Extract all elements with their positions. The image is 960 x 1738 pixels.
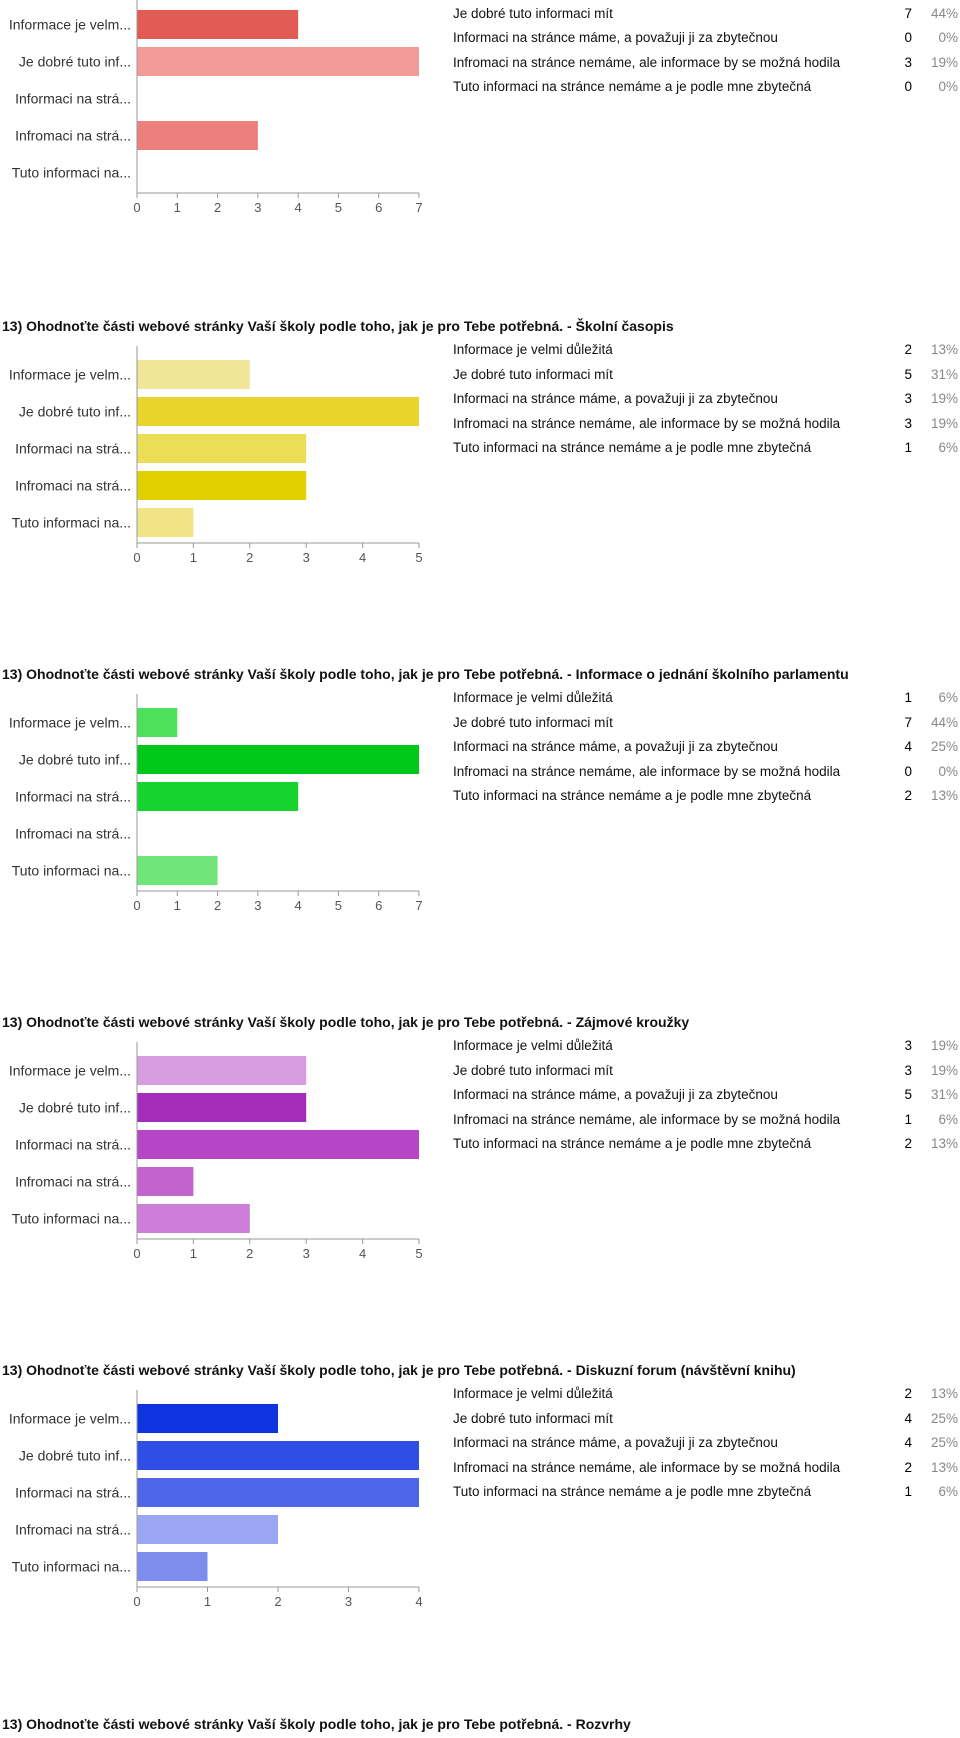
summary-percent: 25%	[930, 1410, 958, 1426]
x-tick-label: 4	[294, 200, 302, 215]
x-tick-label: 3	[254, 898, 262, 913]
x-tick-label: 2	[213, 200, 222, 215]
summary-percent: 44%	[930, 714, 958, 730]
summary-row	[453, 51, 958, 76]
category-label: Tuto informaci na...	[11, 862, 131, 879]
summary-percent: 25%	[930, 1435, 958, 1450]
x-tick-label: 7	[415, 200, 423, 215]
summary-count: 4	[904, 1410, 912, 1426]
x-tick-label: 3	[344, 1594, 353, 1609]
summary-count: 0	[904, 763, 912, 779]
summary-label: Tuto informaci na stránce nemáme a je podle mne zbytečná	[453, 1484, 812, 1499]
summary-row	[453, 784, 958, 809]
category-label: Informaci na strá...	[15, 90, 131, 107]
x-tick-label: 1	[173, 200, 181, 215]
summary-percent: 19%	[930, 1038, 958, 1053]
bar	[137, 1056, 306, 1085]
summary-row	[453, 1108, 958, 1133]
summary-percent: 13%	[930, 1136, 958, 1151]
category-label: Informace je velm...	[8, 366, 131, 383]
x-tick-label: 3	[302, 550, 310, 565]
summary-label: Informace je velmi důležitá	[453, 342, 613, 357]
summary-label: Infromaci na stránce nemáme, ale informace by se možná hodila	[453, 1459, 841, 1475]
summary-label: Tuto informaci na stránce nemáme a je podle mne zbytečná	[453, 440, 812, 455]
bar	[137, 1441, 419, 1470]
bar	[137, 1552, 208, 1581]
chart-section-3	[0, 1014, 960, 1364]
bar-chart	[0, 1382, 440, 1622]
summary-label: Informaci na stránce máme, a považuji ji za zbytečnou	[453, 739, 778, 754]
summary-label: Tuto informaci na stránce nemáme a je podle mne zbytečná	[453, 79, 812, 94]
category-label: Tuto informaci na...	[11, 164, 131, 181]
chart-section-0	[0, 0, 960, 318]
section-title: 13) Ohodnoťte části webové stránky Vaší školy podle toho, jak je pro Tebe potřebná. - Informace o jednání školního parlamentu	[2, 666, 849, 682]
bar	[137, 1515, 278, 1544]
bar	[137, 121, 258, 150]
summary-count: 1	[904, 690, 912, 705]
bar	[137, 10, 298, 39]
summary-count: 4	[904, 739, 912, 754]
chart-section-4	[0, 1362, 960, 1712]
bar	[137, 745, 419, 774]
category-label: Infromaci na strá...	[15, 477, 131, 494]
summary-percent: 13%	[930, 342, 958, 357]
bar-chart	[0, 338, 440, 578]
x-tick-label: 0	[133, 200, 141, 215]
summary-label: Je dobré tuto informaci mít	[453, 1062, 613, 1078]
summary-percent: 19%	[930, 54, 958, 70]
summary-count: 3	[904, 391, 912, 406]
summary-percent: 6%	[938, 1111, 958, 1127]
summary-label: Infromaci na stránce nemáme, ale informace by se možná hodila	[453, 763, 841, 779]
summary-percent: 13%	[930, 788, 958, 803]
summary-label: Je dobré tuto informaci mít	[453, 1410, 613, 1426]
x-tick-label: 6	[375, 898, 383, 913]
x-tick-label: 4	[415, 1594, 423, 1609]
category-label: Informaci na strá...	[15, 1136, 131, 1153]
summary-count: 0	[904, 30, 912, 45]
chart-section-2	[0, 666, 960, 1016]
x-tick-label: 6	[375, 200, 383, 215]
summary-percent: 0%	[938, 30, 958, 45]
x-tick-label: 7	[415, 898, 423, 913]
category-label: Tuto informaci na...	[11, 1210, 131, 1227]
summary-table	[453, 1034, 958, 1157]
summary-label: Infromaci na stránce nemáme, ale informace by se možná hodila	[453, 54, 841, 70]
summary-percent: 19%	[930, 1062, 958, 1078]
summary-percent: 0%	[938, 763, 958, 779]
x-tick-label: 1	[189, 550, 198, 565]
x-tick-label: 1	[203, 1594, 212, 1609]
summary-count: 7	[904, 714, 912, 730]
summary-percent: 13%	[930, 1386, 958, 1401]
x-tick-label: 2	[246, 1246, 254, 1261]
summary-row	[453, 338, 958, 363]
summary-label: Informaci na stránce máme, a považuji ji za zbytečnou	[453, 1087, 778, 1102]
summary-label: Informaci na stránce máme, a považuji ji za zbytečnou	[453, 391, 778, 406]
chart-section-1	[0, 318, 960, 668]
summary-count: 7	[904, 5, 912, 21]
summary-count: 3	[904, 1062, 912, 1078]
summary-table	[453, 686, 958, 809]
category-label: Informace je velm...	[8, 1410, 131, 1427]
x-tick-label: 3	[254, 200, 262, 215]
category-label: Je dobré tuto inf...	[18, 751, 131, 768]
x-tick-label: 4	[358, 550, 367, 565]
bar	[137, 1093, 306, 1122]
summary-row	[453, 412, 958, 437]
summary-row	[453, 363, 958, 388]
summary-percent: 44%	[930, 5, 958, 21]
summary-row	[453, 1431, 958, 1456]
summary-row	[453, 686, 958, 711]
summary-row	[453, 1407, 958, 1432]
bar	[137, 397, 419, 426]
summary-row	[453, 75, 958, 100]
summary-row	[453, 26, 958, 51]
summary-row	[453, 1456, 958, 1481]
bar	[137, 47, 419, 76]
summary-count: 1	[904, 1484, 912, 1499]
bar	[137, 1478, 419, 1507]
summary-percent: 19%	[930, 391, 958, 406]
summary-label: Informace je velmi důležitá	[453, 1038, 613, 1053]
category-label: Informace je velm...	[8, 1062, 131, 1079]
summary-label: Informace je velmi důležitá	[453, 1386, 613, 1401]
bar	[137, 471, 306, 500]
category-label: Je dobré tuto inf...	[18, 1447, 131, 1464]
summary-label: Je dobré tuto informaci mít	[453, 366, 613, 382]
category-label: Je dobré tuto inf...	[18, 53, 131, 70]
x-tick-label: 1	[173, 898, 181, 913]
section-title-rozvrhy: 13) Ohodnoťte části webové stránky Vaší školy podle toho, jak je pro Tebe potřebná. - Rozvrhy	[2, 1716, 631, 1732]
summary-count: 0	[904, 79, 912, 94]
summary-count: 2	[904, 342, 912, 357]
summary-row	[453, 711, 958, 736]
x-tick-label: 4	[294, 898, 302, 913]
summary-count: 2	[904, 1136, 912, 1151]
bar	[137, 708, 177, 737]
x-tick-label: 0	[133, 1246, 141, 1261]
summary-percent: 31%	[930, 1087, 958, 1102]
summary-row	[453, 735, 958, 760]
x-tick-label: 5	[334, 200, 343, 215]
summary-row	[453, 1059, 958, 1084]
x-tick-label: 0	[133, 1594, 141, 1609]
summary-label: Informaci na stránce máme, a považuji ji za zbytečnou	[453, 30, 778, 45]
summary-count: 1	[904, 440, 912, 455]
summary-row	[453, 1034, 958, 1059]
summary-percent: 6%	[938, 1484, 958, 1499]
summary-row	[453, 1480, 958, 1505]
category-label: Infromaci na strá...	[15, 1521, 131, 1538]
bar	[137, 1167, 193, 1196]
summary-count: 3	[904, 415, 912, 431]
summary-label: Tuto informaci na stránce nemáme a je podle mne zbytečná	[453, 788, 812, 803]
category-label: Informaci na strá...	[15, 440, 131, 457]
summary-percent: 6%	[938, 690, 958, 705]
x-tick-label: 2	[246, 550, 254, 565]
bar-chart	[0, 1034, 440, 1274]
bar	[137, 1204, 250, 1233]
summary-label: Infromaci na stránce nemáme, ale informace by se možná hodila	[453, 1111, 841, 1127]
summary-row	[453, 436, 958, 461]
x-tick-label: 5	[334, 898, 343, 913]
bar	[137, 782, 298, 811]
summary-percent: 31%	[930, 366, 958, 382]
bar-chart	[0, 686, 440, 926]
summary-row	[453, 2, 958, 27]
summary-count: 2	[904, 788, 912, 803]
summary-label: Je dobré tuto informaci mít	[453, 5, 613, 21]
summary-label: Je dobré tuto informaci mít	[453, 714, 613, 730]
summary-count: 5	[904, 366, 912, 382]
x-tick-label: 0	[133, 550, 141, 565]
summary-table	[453, 1382, 958, 1505]
x-tick-label: 5	[415, 1246, 423, 1261]
bar	[137, 856, 218, 885]
category-label: Informaci na strá...	[15, 1484, 131, 1501]
summary-row	[453, 1382, 958, 1407]
x-tick-label: 2	[274, 1594, 282, 1609]
category-label: Infromaci na strá...	[15, 825, 131, 842]
category-label: Tuto informaci na...	[11, 1558, 131, 1575]
section-title: 13) Ohodnoťte části webové stránky Vaší školy podle toho, jak je pro Tebe potřebná. - Diskuzní forum (návštěvní knihu)	[2, 1362, 796, 1378]
x-tick-label: 3	[302, 1246, 310, 1261]
category-label: Informace je velm...	[8, 16, 131, 33]
summary-table	[453, 0, 958, 100]
summary-table	[453, 338, 958, 461]
x-tick-label: 0	[133, 898, 141, 913]
summary-row	[453, 760, 958, 785]
summary-percent: 6%	[938, 440, 958, 455]
summary-count: 1	[904, 1111, 912, 1127]
summary-percent: 19%	[930, 415, 958, 431]
bar	[137, 1130, 419, 1159]
summary-percent: 13%	[930, 1459, 958, 1475]
category-label: Infromaci na strá...	[15, 1173, 131, 1190]
category-label: Je dobré tuto inf...	[18, 403, 131, 420]
summary-label: Informaci na stránce máme, a považuji ji za zbytečnou	[453, 1435, 778, 1450]
summary-percent: 0%	[938, 79, 958, 94]
summary-count: 3	[904, 54, 912, 70]
x-tick-label: 5	[415, 550, 423, 565]
bar-chart	[0, 0, 440, 228]
bar	[137, 360, 250, 389]
category-label: Informaci na strá...	[15, 788, 131, 805]
summary-percent: 25%	[930, 739, 958, 754]
category-label: Infromaci na strá...	[15, 127, 131, 144]
bar	[137, 1404, 278, 1433]
summary-label: Infromaci na stránce nemáme, ale informace by se možná hodila	[453, 415, 841, 431]
summary-count: 5	[904, 1087, 912, 1102]
x-tick-label: 2	[213, 898, 222, 913]
summary-count: 2	[904, 1459, 912, 1475]
summary-label: Informace je velmi důležitá	[453, 690, 613, 705]
category-label: Tuto informaci na...	[11, 514, 131, 531]
bar	[137, 508, 193, 537]
section-title: 13) Ohodnoťte části webové stránky Vaší školy podle toho, jak je pro Tebe potřebná. - Zájmové kroužky	[2, 1014, 690, 1030]
bar	[137, 434, 306, 463]
summary-row	[453, 387, 958, 412]
summary-count: 3	[904, 1038, 912, 1053]
summary-label: Tuto informaci na stránce nemáme a je podle mne zbytečná	[453, 1136, 812, 1151]
category-label: Informace je velm...	[8, 714, 131, 731]
summary-row	[453, 1083, 958, 1108]
summary-count: 2	[904, 1386, 912, 1401]
section-title: 13) Ohodnoťte části webové stránky Vaší školy podle toho, jak je pro Tebe potřebná. - Školní časopis	[2, 318, 674, 334]
summary-count: 4	[904, 1435, 912, 1450]
x-tick-label: 4	[358, 1246, 367, 1261]
x-tick-label: 1	[189, 1246, 198, 1261]
category-label: Je dobré tuto inf...	[18, 1099, 131, 1116]
summary-row	[453, 1132, 958, 1157]
